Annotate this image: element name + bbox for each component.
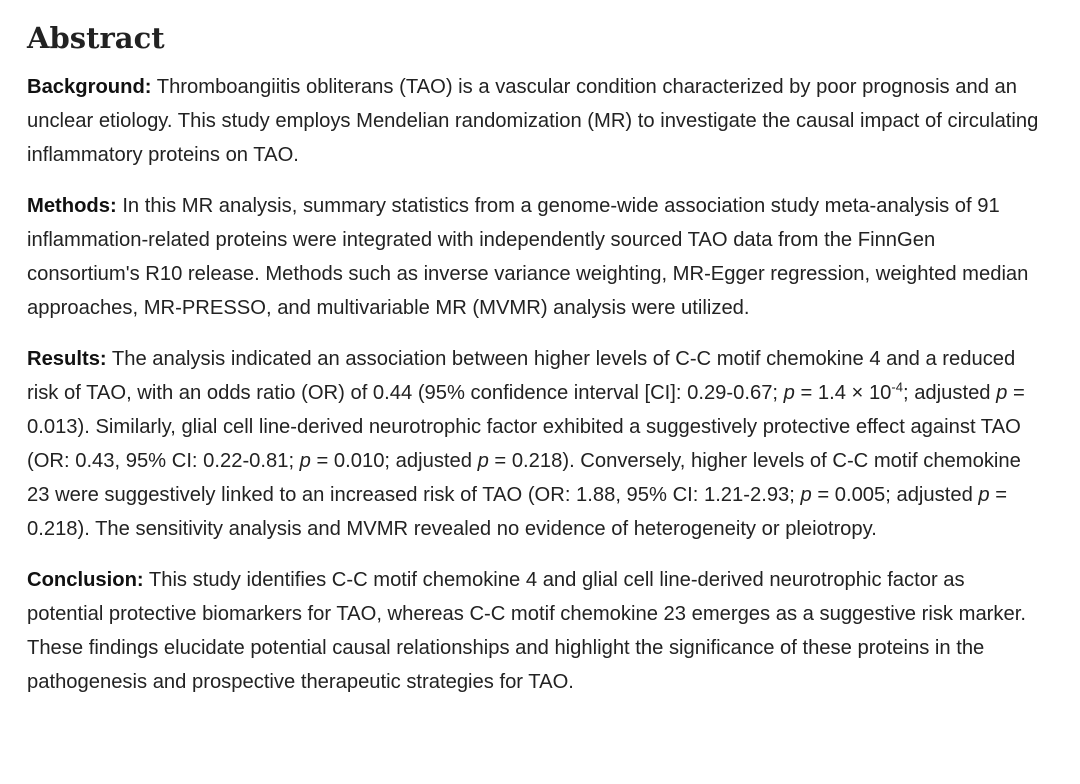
results-text-1: The analysis indicated an association between higher levels of C-C motif chemokine 4 and a reduced risk of TAO, with an odds ratio (OR) of 0.44 (95% confidence interval [CI]: 0.29-0.67;: [27, 348, 1016, 404]
abstract-heading: Abstract: [27, 21, 165, 55]
p-value-symbol: p: [996, 382, 1008, 404]
methods-paragraph: [27, 189, 1040, 325]
results-paragraph: [27, 342, 1040, 546]
p-value-symbol: p: [800, 484, 812, 506]
results-text-3: ; adjusted: [902, 382, 997, 404]
conclusion-text: This study identifies C-C motif chemokine 4 and glial cell line-derived neurotrophic factor as potential protective biomarkers for TAO, whereas C-C motif chemokine 23 emerges as a suggestive risk marker. These findings elucidate potential causal relationships and highlight the significance of these proteins in the pathogenesis and prospective therapeutic strategies for TAO.: [27, 569, 1026, 693]
results-text-2: = 1.4 × 10: [794, 382, 892, 404]
p-value-symbol: p: [477, 450, 489, 472]
results-text-8: = 0.218). The sensitivity analysis and MVMR revealed no evidence of heterogeneity or pleiotropy.: [27, 484, 1008, 540]
results-text-5: = 0.010; adjusted: [310, 450, 478, 472]
results-text-6: = 0.218). Conversely, higher levels of C-C motif chemokine 23 were suggestively linked to an increased risk of TAO (OR: 1.88, 95% CI: 1.21-2.93;: [27, 450, 1021, 506]
methods-label: Methods:: [27, 195, 117, 217]
results-text-7: = 0.005; adjusted: [811, 484, 979, 506]
conclusion-paragraph: [27, 563, 1040, 699]
conclusion-label: Conclusion:: [27, 569, 144, 591]
results-text-4: = 0.013). Similarly, glial cell line-derived neurotrophic factor exhibited a suggestively protective effect against TAO (OR: 0.43, 95% CI: 0.22-0.81;: [27, 382, 1025, 472]
background-label: Background:: [27, 76, 152, 98]
exponent: -4: [891, 379, 903, 395]
p-value-symbol: p: [978, 484, 990, 506]
results-label: Results:: [27, 348, 107, 370]
p-value-symbol: p: [299, 450, 311, 472]
background-paragraph: [27, 70, 1040, 172]
background-text: Thromboangiitis obliterans (TAO) is a vascular condition characterized by poor prognosis and an unclear etiology. This study employs Mendelian randomization (MR) to investigate the causal impact of circulating inflammatory proteins on TAO.: [27, 76, 1039, 166]
methods-text: In this MR analysis, summary statistics from a genome-wide association study meta-analysis of 91 inflammation-related proteins were integrated with independently sourced TAO data from the FinnGen consortium's R10 release. Methods such as inverse variance weighting, MR-Egger regression, weighted median approaches, MR-PRESSO, and multivariable MR (MVMR) analysis were utilized.: [27, 195, 1029, 319]
p-value-symbol: p: [783, 382, 795, 404]
